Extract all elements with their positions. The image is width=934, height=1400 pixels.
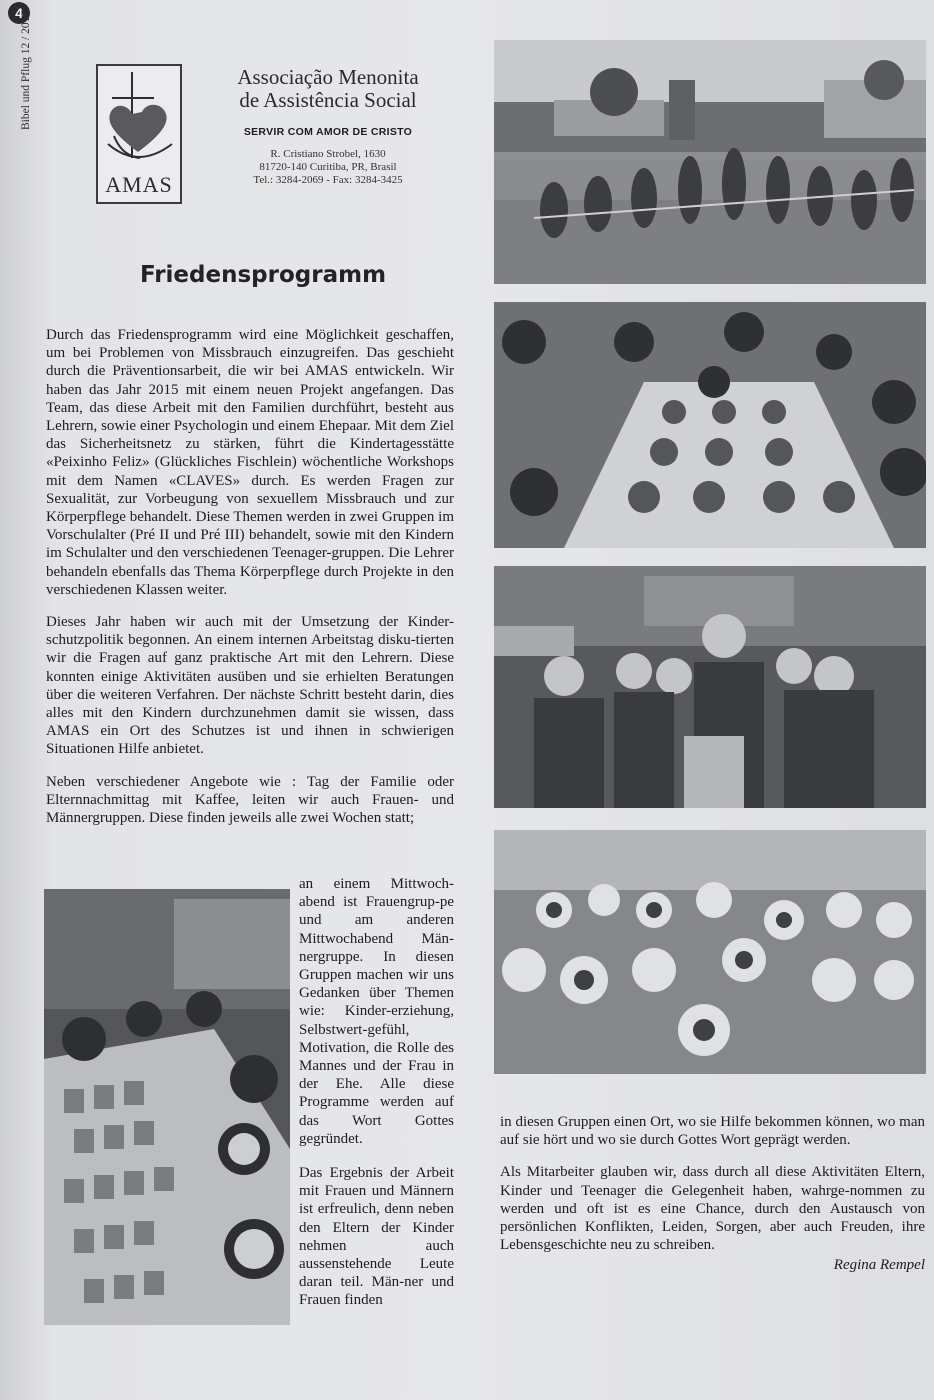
paragraph-7: Als Mitarbeiter glauben wir, dass durch all diese Aktivitäten Eltern, Kinder und Teenager die Gelegenheit haben, wahrge-nommen zu werden und oft ist es eine Chance, durch den Austausch von persönlichen Konflikten, Leiden, Sorgen, aber auch Freuden, ihre Lebensgeschichte neu zu schreiben. [500,1164,925,1254]
memory-game-photo [44,889,290,1325]
page-number: 4 [8,2,30,24]
children-group-photo [494,830,926,1074]
paragraph-6: in diesen Gruppen einen Ort, wo sie Hilfe bekommen können, wo man auf sie hört und wo sie durch Gottes Wort geprägt werden. [500,1114,925,1149]
article-column-right [500,1113,925,1275]
address-city: 81720-140 Curitiba, PR, Brasil [259,161,397,173]
floor-game-photo [494,302,926,548]
organization-motto: SERVIR COM AMOR DE CRISTO [243,126,413,138]
article-column-left [46,326,454,827]
logo-letters: AMAS [105,172,173,197]
classroom-group-photo [494,566,926,808]
organization-header [208,66,448,187]
paragraph-1: Durch das Friedensprogramm wird eine Möglichkeit geschaffen, um bei Problemen von Missbrauch einzugreifen. Das geschieht durch die Präventionsarbeit, die wir bei AMAS entwickeln. Wir haben das Jahr 2015 mit einem neuen Projekt angefangen. Das Team, das diese Arbeit mit den Familien durchführt, besteht aus Lehrern, sowie einer Psychologin und einem Ehepaar. Mit dem Ziel das Sicherheitsnetz zu stärken, führt die Kindertagesstätte «Peixinho Feliz» (Glückliches Fischlein) wöchentliche Workshops mit dem Namen «CLAVES» durch. Es werden Fragen zur Sexualität, zur Vorbeugung von sexuellem Missbrauch und zur Körperpflege behandelt. Diese Themen werden in zwei Gruppen im Vorschulalter (Pré II und Pré III) behandelt, sowie mit den Kindern im Schulalter und den verschiedenen Teenager-gruppen. Die Lehrer behandeln ebenfalls das Thema Körperpflege durch Projekte in den verschiedenen Klassen weiter. [46,327,454,598]
magazine-issue-label: Bibel und Pflug 12 / 2015 [20,10,32,130]
author-signature: Regina Rempel [833,1257,925,1274]
paragraph-4: an einem Mittwoch-abend ist Frauengrup-pe und am anderen Mittwochabend Män-nergruppe. In diesen Gruppen machen wir uns Gedanken über Themen wie: Kinder-erziehung, Selbstwert-gefühl, Motivation, die Rolle des Mannes und der Frau in der Ehe. Alle diese Programme werden auf das Wort Gottes gegründet. [299,876,454,1147]
paragraph-3: Neben verschiedener Angebote wie : Tag der Familie oder Elternnachmittag mit Kaffee, leiten wir auch Frauen- und Männergruppen. Diese finden jeweils alle zwei Wochen statt; [46,773,454,827]
tug-of-war-photo [494,40,926,284]
address-phone: Tel.: 3284-2069 - Fax: 3284-3425 [253,174,403,186]
cross-heart-icon [98,66,180,176]
organization-name-line1: Associação Menonita [237,65,419,89]
page-side-tab [0,0,36,210]
paragraph-5: Das Ergebnis der Arbeit mit Frauen und Männern ist erfreulich, denn neben den Eltern der Kinder nehmen auch aussenstehende Leute daran teil. Män-ner und Frauen finden [299,1165,454,1309]
article-title: Friedensprogramm [139,262,387,288]
address-street: R. Cristiano Strobel, 1630 [270,148,386,160]
organization-name-line2: de Assistência Social [239,88,417,112]
paragraph-2: Dieses Jahr haben wir auch mit der Umsetzung der Kinder-schutzpolitik begonnen. An einem internen Arbeitstag disku-tierten wir die Fragen auf ganz praktische Art mit den Lehrern. Diese konnten einige Aktivitäten ausüben und sie erhielten Beratungen über die weiteren Verfahren. Der nächste Schritt besteht darin, dies alles mit den Kindern durchzunehmen damit sie wissen, dass AMAS ein Ort des Schutzes ist und ihnen in schwierigen Situationen Hilfe anbietet. [46,614,454,758]
amas-logo [96,64,182,204]
article-column-narrow [299,875,454,1310]
